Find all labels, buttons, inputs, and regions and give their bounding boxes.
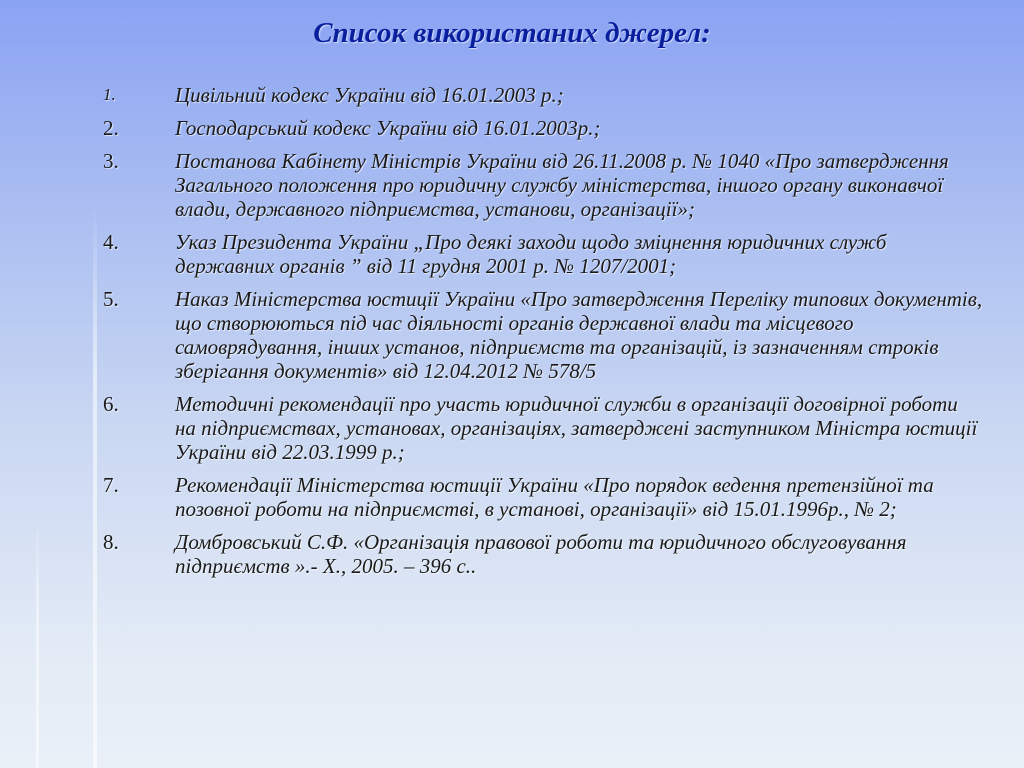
list-item — [103, 473, 983, 521]
list-item — [103, 149, 983, 221]
item-number: 5. — [103, 287, 119, 311]
item-number: 4. — [103, 230, 119, 254]
item-text: Методичні рекомендації про участь юридичної служби в організації договірної роботи на підприємствах, установах, організаціях, затверджені заступником Міністра юстиції України від 22.03.1999 р.; — [175, 392, 978, 464]
list-item — [103, 287, 983, 383]
decorative-line — [93, 205, 97, 768]
reference-list — [103, 83, 983, 587]
item-text: Наказ Міністерства юстиції України «Про затвердження Переліку типових документів, що створюються під час діяльності органів державної влади та місцевого самоврядування, інших установ, підприємств та організацій, із зазначенням строків зберігання документів» від 12.04.2012 № 578/5 — [175, 287, 983, 383]
list-item — [103, 530, 983, 578]
item-number: 1. — [103, 85, 116, 104]
item-text: Указ Президента України „Про деякі заходи щодо зміцнення юридичних служб державних органів ” від 11 грудня 2001 р. № 1207/2001; — [175, 230, 887, 278]
item-text: Цивільний кодекс України від 16.01.2003 р.; — [175, 83, 564, 107]
item-number: 7. — [103, 473, 119, 497]
list-item — [103, 230, 983, 278]
slide-title: Список використаних джерел: — [313, 17, 711, 49]
item-text: Домбровський С.Ф. «Організація правової роботи та юридичного обслуговування підприємств ».- Х., 2005. – 396 с.. — [175, 530, 907, 578]
list-item — [103, 392, 983, 464]
list-item — [103, 116, 983, 140]
item-number: 8. — [103, 530, 119, 554]
item-number: 6. — [103, 392, 119, 416]
item-number: 3. — [103, 149, 119, 173]
list-item — [103, 83, 983, 107]
item-text: Рекомендації Міністерства юстиції України «Про порядок ведення претензійної та позовної роботи на підприємстві, в установі, організації» від 15.01.1996р., № 2; — [175, 473, 934, 521]
item-text: Господарський кодекс України від 16.01.2003р.; — [175, 116, 601, 140]
item-number: 2. — [103, 116, 119, 140]
decorative-line — [36, 515, 39, 768]
item-text: Постанова Кабінету Міністрів України від 26.11.2008 р. № 1040 «Про затвердження Загального положення про юридичну службу міністерства, іншого органу виконавчої влади, державного підприємства, установи, організації»; — [175, 149, 949, 221]
